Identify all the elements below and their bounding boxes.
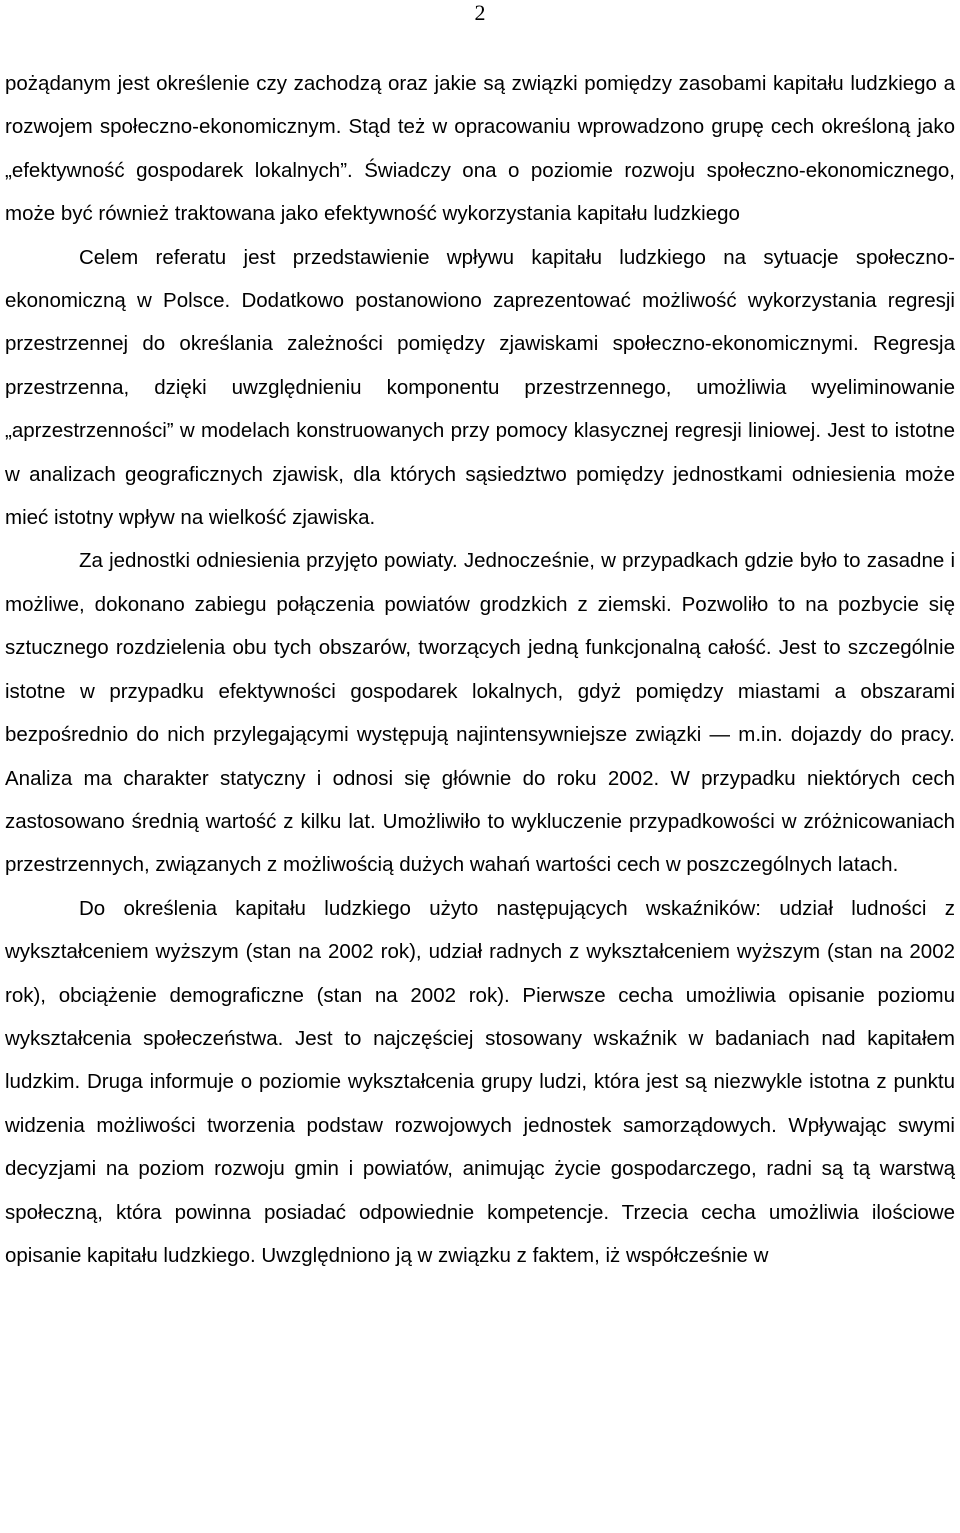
body-text xyxy=(5,62,955,1277)
paragraph: pożądanym jest określenie czy zachodzą oraz jakie są związki pomiędzy zasobami kapitału ludzkiego a rozwojem społeczno-ekonomicznym. Stąd też w opracowaniu wprowadzono grupę cech określoną jako „efektywność gospodarek lokalnych”. Świadczy ona o poziomie rozwoju społeczno-ekonomicznego, może być również traktowana jako efektywność wykorzystania kapitału ludzkiego xyxy=(5,72,955,226)
page-number: 2 xyxy=(474,0,486,25)
paragraph: Za jednostki odniesienia przyjęto powiaty. Jednocześnie, w przypadkach gdzie było to zasadne i możliwe, dokonano zabiegu połączenia powiatów grodzkich z ziemski. Pozwoliło to na pozbycie się sztucznego rozdzielenia obu tych obszarów, tworzących jedną funkcjonalną całość. Jest to szczególnie istotne w przypadku efektywności gospodarek lokalnych, gdyż pomiędzy miastami a obszarami bezpośrednio do nich przylegającymi występują najintensywniejsze związki — m.in. dojazdy do pracy. Analiza ma charakter statyczny i odnosi się głównie do roku 2002. W przypadku niektórych cech zastosowano średnią wartość z kilku lat. Umożliwiło to wykluczenie przypadkowości w zróżnicowaniach przestrzennych, związanych z możliwością dużych wahań wartości cech w poszczególnych latach. xyxy=(5,549,955,877)
paragraph: Celem referatu jest przedstawienie wpływu kapitału ludzkiego na sytuacje społeczno-ekonomiczną w Polsce. Dodatkowo postanowiono zaprezentować możliwość wykorzystania regresji przestrzennej do określania zależności pomiędzy zjawiskami społeczno-ekonomicznymi. Regresja przestrzenna, dzięki uwzględnieniu komponentu przestrzennego, umożliwia wyeliminowanie „aprzestrzenności” w modelach konstruowanych przy pomocy klasycznej regresji liniowej. Jest to istotne w analizach geograficznych zjawisk, dla których sąsiedztwo pomiędzy jednostkami odniesienia może mieć istotny wpływ na wielkość zjawiska. xyxy=(5,245,955,530)
paragraph: Do określenia kapitału ludzkiego użyto następujących wskaźników: udział ludności z wykształceniem wyższym (stan na 2002 rok), udział radnych z wykształceniem wyższym (stan na 2002 rok), obciążenie demograficzne (stan na 2002 rok). Pierwsze cecha umożliwia opisanie poziomu wykształcenia społeczeństwa. Jest to najczęściej stosowany wskaźnik w badaniach nad kapitałem ludzkim. Druga informuje o poziomie wykształcenia grupy ludzi, która jest są niezwykle istotna z punktu widzenia możliwości tworzenia podstaw rozwojowych jednostek samorządowych. Wpływając swymi decyzjami na poziom rozwoju gmin i powiatów, animując życie gospodarczego, radni są tą warstwą społeczną, która powinna posiadać odpowiednie kompetencje. Trzecia cecha umożliwia ilościowe opisanie kapitału ludzkiego. Uwzględniono ją w związku z faktem, iż współcześnie w xyxy=(5,896,955,1267)
